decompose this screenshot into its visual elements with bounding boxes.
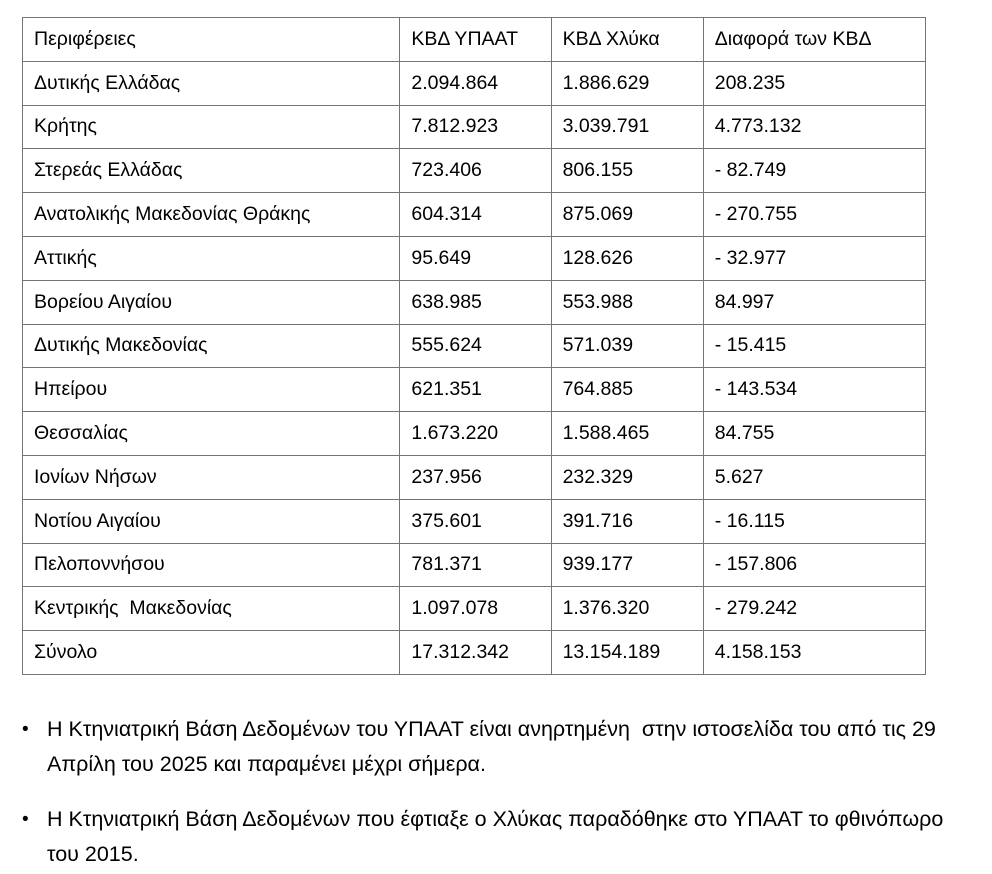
table-row (23, 324, 926, 368)
table-cell: 1.673.220 (400, 412, 551, 456)
table-cell: 604.314 (400, 193, 551, 237)
table-cell: 4.773.132 (703, 105, 925, 149)
table-cell: Ιονίων Νήσων (23, 455, 400, 499)
table-cell: 1.886.629 (551, 61, 703, 105)
table-cell: 939.177 (551, 543, 703, 587)
table-cell: - 82.749 (703, 149, 925, 193)
table-cell: Ανατολικής Μακεδονίας Θράκης (23, 193, 400, 237)
table-row (23, 499, 926, 543)
notes-list (22, 712, 950, 872)
table-cell: 571.039 (551, 324, 703, 368)
table-row (23, 105, 926, 149)
table-header-row (23, 18, 926, 62)
table-row (23, 412, 926, 456)
table-cell: 638.985 (400, 280, 551, 324)
table-cell: 13.154.189 (551, 631, 703, 675)
regions-table (22, 17, 926, 675)
table-cell: 84.997 (703, 280, 925, 324)
table-cell: 232.329 (551, 455, 703, 499)
table-row (23, 631, 926, 675)
table-cell: - 157.806 (703, 543, 925, 587)
table-cell: 1.376.320 (551, 587, 703, 631)
table-cell: 7.812.923 (400, 105, 551, 149)
table-row (23, 61, 926, 105)
table-cell: 128.626 (551, 236, 703, 280)
table-cell: Δυτικής Μακεδονίας (23, 324, 400, 368)
table-row (23, 587, 926, 631)
table-cell: Νοτίου Αιγαίου (23, 499, 400, 543)
table-cell: 237.956 (400, 455, 551, 499)
table-cell: 806.155 (551, 149, 703, 193)
table-cell: 764.885 (551, 368, 703, 412)
table-cell: - 270.755 (703, 193, 925, 237)
table-cell: 5.627 (703, 455, 925, 499)
note-item (22, 712, 946, 782)
table-row (23, 149, 926, 193)
table-cell: - 279.242 (703, 587, 925, 631)
table-cell: 4.158.153 (703, 631, 925, 675)
table-cell: Ηπείρου (23, 368, 400, 412)
header-cell-kvd-xlyka: ΚΒΔ Χλύκα (551, 18, 703, 62)
header-cell-regions: Περιφέρειες (23, 18, 400, 62)
table-cell: 2.094.864 (400, 61, 551, 105)
table-cell: 84.755 (703, 412, 925, 456)
table-cell: 555.624 (400, 324, 551, 368)
table-row (23, 280, 926, 324)
table-cell: Κεντρικής Μακεδονίας (23, 587, 400, 631)
table-cell: 553.988 (551, 280, 703, 324)
table-cell: 17.312.342 (400, 631, 551, 675)
header-cell-kvd-diff: Διαφορά των ΚΒΔ (703, 18, 925, 62)
table-cell: 781.371 (400, 543, 551, 587)
table-cell: - 15.415 (703, 324, 925, 368)
table-cell: 1.097.078 (400, 587, 551, 631)
table-cell: Βορείου Αιγαίου (23, 280, 400, 324)
table-cell: Σύνολο (23, 631, 400, 675)
table-cell: Πελοποννήσου (23, 543, 400, 587)
header-cell-kvd-ypaat: ΚΒΔ ΥΠΑΑΤ (400, 18, 551, 62)
table-cell: 3.039.791 (551, 105, 703, 149)
table-cell: 391.716 (551, 499, 703, 543)
table-cell: - 32.977 (703, 236, 925, 280)
bullet-icon: • (22, 718, 29, 740)
table-cell: 621.351 (400, 368, 551, 412)
note-item (22, 802, 950, 872)
table-cell: Κρήτης (23, 105, 400, 149)
table-row (23, 193, 926, 237)
table-row (23, 236, 926, 280)
table-cell: Δυτικής Ελλάδας (23, 61, 400, 105)
table-cell: 208.235 (703, 61, 925, 105)
table-cell: 875.069 (551, 193, 703, 237)
table-cell: Στερεάς Ελλάδας (23, 149, 400, 193)
table-cell: 375.601 (400, 499, 551, 543)
table-cell: Αττικής (23, 236, 400, 280)
table-body (23, 61, 926, 674)
table-row (23, 455, 926, 499)
table-row (23, 368, 926, 412)
table-cell: - 143.534 (703, 368, 925, 412)
table-cell: 1.588.465 (551, 412, 703, 456)
table-cell: Θεσσαλίας (23, 412, 400, 456)
table-cell: 723.406 (400, 149, 551, 193)
bullet-icon: • (22, 808, 29, 830)
note-text: Η Κτηνιατρική Βάση Δεδομένων του ΥΠΑΑΤ είναι ανηρτημένη στην ιστοσελίδα του από τις 29 Απρίλη του 2025 και παραμένει μέχρι σήμερα. (47, 716, 941, 776)
table-row (23, 543, 926, 587)
note-text: Η Κτηνιατρική Βάση Δεδομένων που έφτιαξε ο Χλύκας παραδόθηκε στο ΥΠΑΑΤ το φθινόπωρο του 2015. (47, 806, 950, 866)
table-cell: 95.649 (400, 236, 551, 280)
table-cell: - 16.115 (703, 499, 925, 543)
